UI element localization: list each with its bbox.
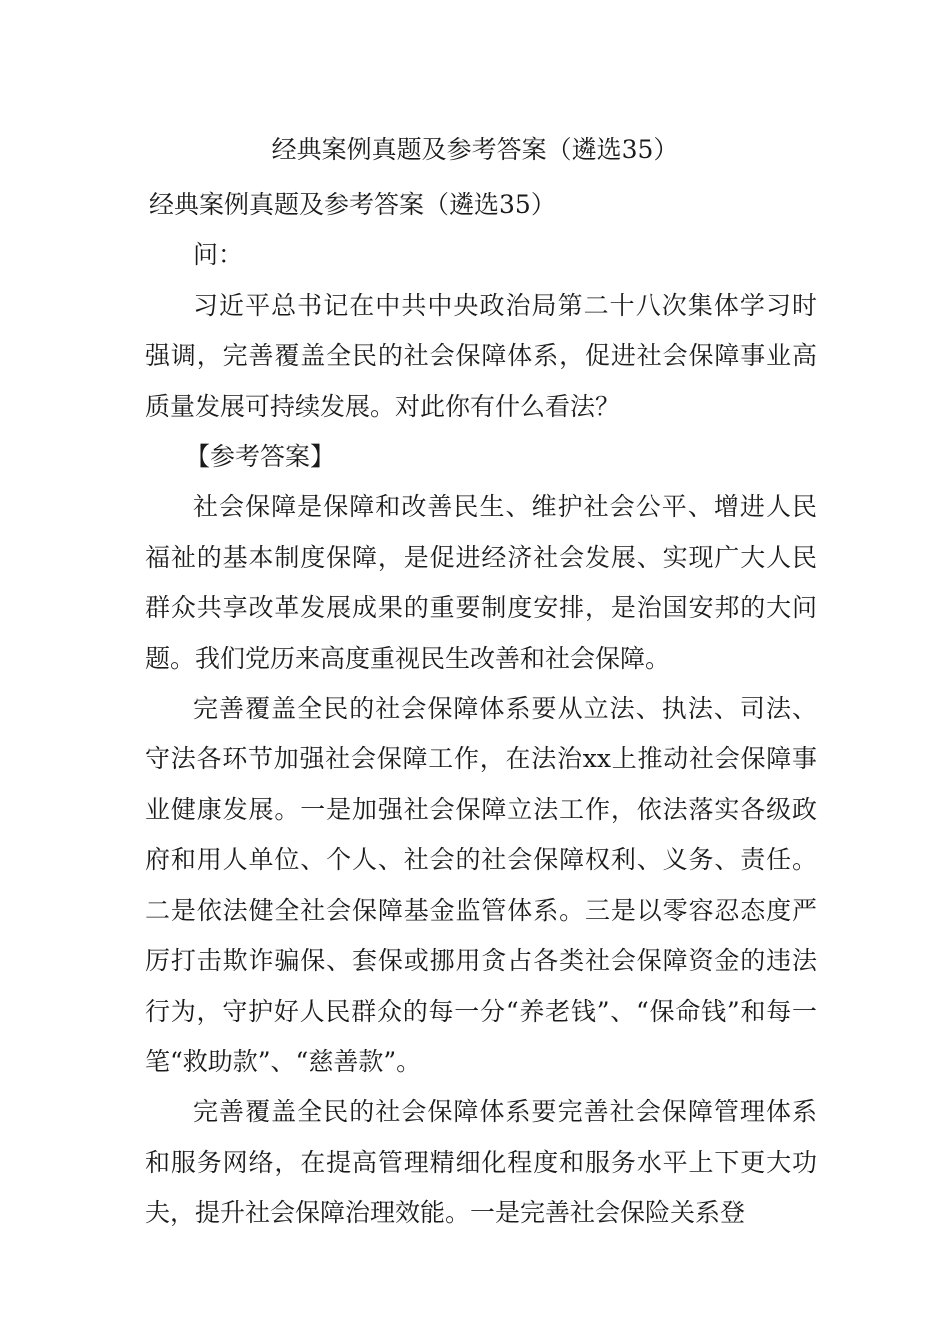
answer-paragraph-1: 社会保障是保障和改善民生、维护社会公平、增进人民福祉的基本制度保障，是促进经济社会发展、实现广大人民群众共享改革发展成果的重要制度安排，是治国安邦的大问题。我们党历来高度重视民生改善和社会保障。 <box>145 492 817 673</box>
document-title: 经典案例真题及参考答案（遴选35） <box>271 135 679 164</box>
answer-paragraph-2: 完善覆盖全民的社会保障体系要从立法、执法、司法、守法各环节加强社会保障工作，在法治xx上推动社会保障事业健康发展。一是加强社会保障立法工作，依法落实各级政府和用人单位、个人、社会的社会保障权利、义务、责任。二是依法健全社会保障基金监管体系。三是以零容忍态度严厉打击欺诈骗保、套保或挪用贪占各类社会保障资金的违法行为，守护好人民群众的每一分“养老钱”、“保命钱”和每一笔“救助款”、“慈善款”。 <box>145 694 817 1076</box>
answer-paragraph-3: 完善覆盖全民的社会保障体系要完善社会保障管理体系和服务网络，在提高管理精细化程度和服务水平上下更大功夫，提升社会保障治理效能。一是完善社会保险关系登 <box>145 1097 817 1228</box>
question-label: 问： <box>193 240 244 270</box>
answer-heading: 【参考答案】 <box>185 442 336 472</box>
document-body <box>145 180 817 1239</box>
question-text: 习近平总书记在中共中央政治局第二十八次集体学习时强调，完善覆盖全民的社会保障体系，促进社会保障事业高质量发展可持续发展。对此你有什么看法？ <box>145 290 817 421</box>
document-subtitle: 经典案例真题及参考答案（遴选35） <box>149 190 556 219</box>
